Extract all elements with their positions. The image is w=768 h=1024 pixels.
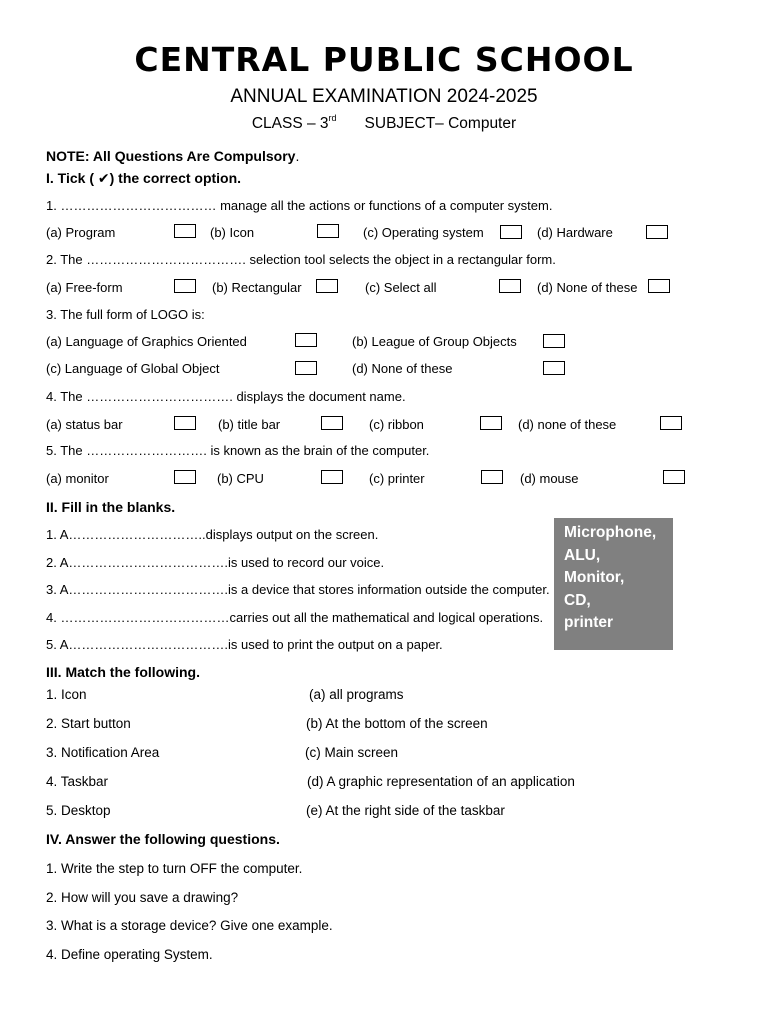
word-bank-box xyxy=(554,518,673,650)
answer-question-3: 3. What is a storage device? Give one example. xyxy=(46,918,333,933)
q4-checkbox-d[interactable] xyxy=(660,416,682,430)
word-bank-item: Microphone, xyxy=(564,524,657,541)
mcq-question-3: 3. The full form of LOGO is: xyxy=(46,307,205,322)
q1-checkbox-a[interactable] xyxy=(174,224,196,238)
q4-option-c: (c) ribbon xyxy=(369,417,424,432)
answer-question-2: 2. How will you save a drawing? xyxy=(46,890,239,905)
mcq-question-2: 2. The ………………………………. selection tool selects the object in a rectangular form. xyxy=(46,252,556,267)
blank-question-3: 3. A……………………………….is a device that stores information outside the computer. xyxy=(46,582,550,597)
word-bank-item: ALU, xyxy=(564,546,601,564)
note-line xyxy=(46,148,299,164)
q4-option-d: (d) none of these xyxy=(518,417,617,432)
note-text: NOTE: All Questions Are Compulsory xyxy=(46,148,296,164)
mcq-question-1: 1. ……………………………… manage all the actions or functions of a computer system. xyxy=(46,198,553,213)
q1-checkbox-d[interactable] xyxy=(646,225,668,239)
class-subject-line xyxy=(0,113,768,133)
section-3-heading: III. Match the following. xyxy=(46,664,200,680)
q3-checkbox-a[interactable] xyxy=(295,333,317,347)
word-bank-item: printer xyxy=(564,614,614,631)
blank-question-1: 1. A…………………………..displays output on the screen. xyxy=(46,527,379,542)
q2-checkbox-c[interactable] xyxy=(499,279,521,293)
answer-question-4: 4. Define operating System. xyxy=(46,947,213,962)
match-left-3: 3. Notification Area xyxy=(46,745,160,760)
q2-option-a: (a) Free-form xyxy=(46,280,123,295)
q2-option-d: (d) None of these xyxy=(537,280,638,295)
section-2-heading: II. Fill in the blanks. xyxy=(46,499,176,515)
blank-question-5: 5. A……………………………….is used to print the output on a paper. xyxy=(46,637,443,652)
q5-checkbox-c[interactable] xyxy=(481,470,503,484)
class-superscript: rd xyxy=(328,113,337,123)
q1-option-b: (b) Icon xyxy=(210,225,255,240)
q1-option-d: (d) Hardware xyxy=(537,225,613,240)
q4-option-a: (a) status bar xyxy=(46,417,123,432)
q3-option-b: (b) League of Group Objects xyxy=(352,334,517,349)
q3-checkbox-c[interactable] xyxy=(295,361,317,375)
word-bank-item: CD, xyxy=(564,591,591,609)
q1-option-c: (c) Operating system xyxy=(363,225,484,240)
exam-title: ANNUAL EXAMINATION 2024-2025 xyxy=(230,86,538,107)
q2-checkbox-b[interactable] xyxy=(316,279,338,293)
match-right-a: (a) all programs xyxy=(309,687,404,702)
class-label: CLASS – 3 xyxy=(251,115,329,132)
blank-question-2: 2. A……………………………….is used to record our voice. xyxy=(46,555,385,570)
blank-question-4: 4. …………………………………carries out all the mathematical and logical operations. xyxy=(46,610,544,625)
mcq-question-4: 4. The ……………………………. displays the document name. xyxy=(46,389,406,404)
q3-option-c: (c) Language of Global Object xyxy=(46,361,220,376)
match-left-5: 5. Desktop xyxy=(46,803,111,818)
q2-option-c: (c) Select all xyxy=(365,280,437,295)
q2-checkbox-a[interactable] xyxy=(174,279,196,293)
answer-question-1: 1. Write the step to turn OFF the computer. xyxy=(46,861,303,876)
q4-checkbox-a[interactable] xyxy=(174,416,196,430)
match-right-b: (b) At the bottom of the screen xyxy=(306,716,488,731)
q5-checkbox-b[interactable] xyxy=(321,470,343,484)
subject-label: SUBJECT– Computer xyxy=(364,115,517,132)
school-name: CENTRAL PUBLIC SCHOOL xyxy=(134,40,634,79)
q3-option-a: (a) Language of Graphics Oriented xyxy=(46,334,247,349)
mcq-question-5: 5. The ………………………. is known as the brain of the computer. xyxy=(46,443,430,458)
q4-option-b: (b) title bar xyxy=(218,417,281,432)
q5-option-a: (a) monitor xyxy=(46,471,109,486)
match-left-1: 1. Icon xyxy=(46,687,87,702)
q4-checkbox-c[interactable] xyxy=(480,416,502,430)
q2-checkbox-d[interactable] xyxy=(648,279,670,293)
q1-option-a: (a) Program xyxy=(46,225,116,240)
match-right-d: (d) A graphic representation of an application xyxy=(307,774,575,789)
q1-checkbox-b[interactable] xyxy=(317,224,339,238)
q2-option-b: (b) Rectangular xyxy=(212,280,302,295)
q5-option-b: (b) CPU xyxy=(217,471,264,486)
q5-option-d: (d) mouse xyxy=(520,471,579,486)
q4-checkbox-b[interactable] xyxy=(321,416,343,430)
match-right-c: (c) Main screen xyxy=(305,745,399,760)
q3-option-d: (d) None of these xyxy=(352,361,453,376)
q1-checkbox-c[interactable] xyxy=(500,225,522,239)
q5-option-c: (c) printer xyxy=(369,471,425,486)
q5-checkbox-d[interactable] xyxy=(663,470,685,484)
match-left-2: 2. Start button xyxy=(46,716,131,731)
q3-checkbox-d[interactable] xyxy=(543,361,565,375)
q3-checkbox-b[interactable] xyxy=(543,334,565,348)
section-1-heading: I. Tick ( ✔) the correct option. xyxy=(46,170,242,186)
q5-checkbox-a[interactable] xyxy=(174,470,196,484)
match-right-e: (e) At the right side of the taskbar xyxy=(306,803,505,818)
section-4-heading: IV. Answer the following questions. xyxy=(46,831,280,847)
match-left-4: 4. Taskbar xyxy=(46,774,109,789)
word-bank-item: Monitor, xyxy=(564,569,625,586)
note-period: . xyxy=(295,148,300,164)
